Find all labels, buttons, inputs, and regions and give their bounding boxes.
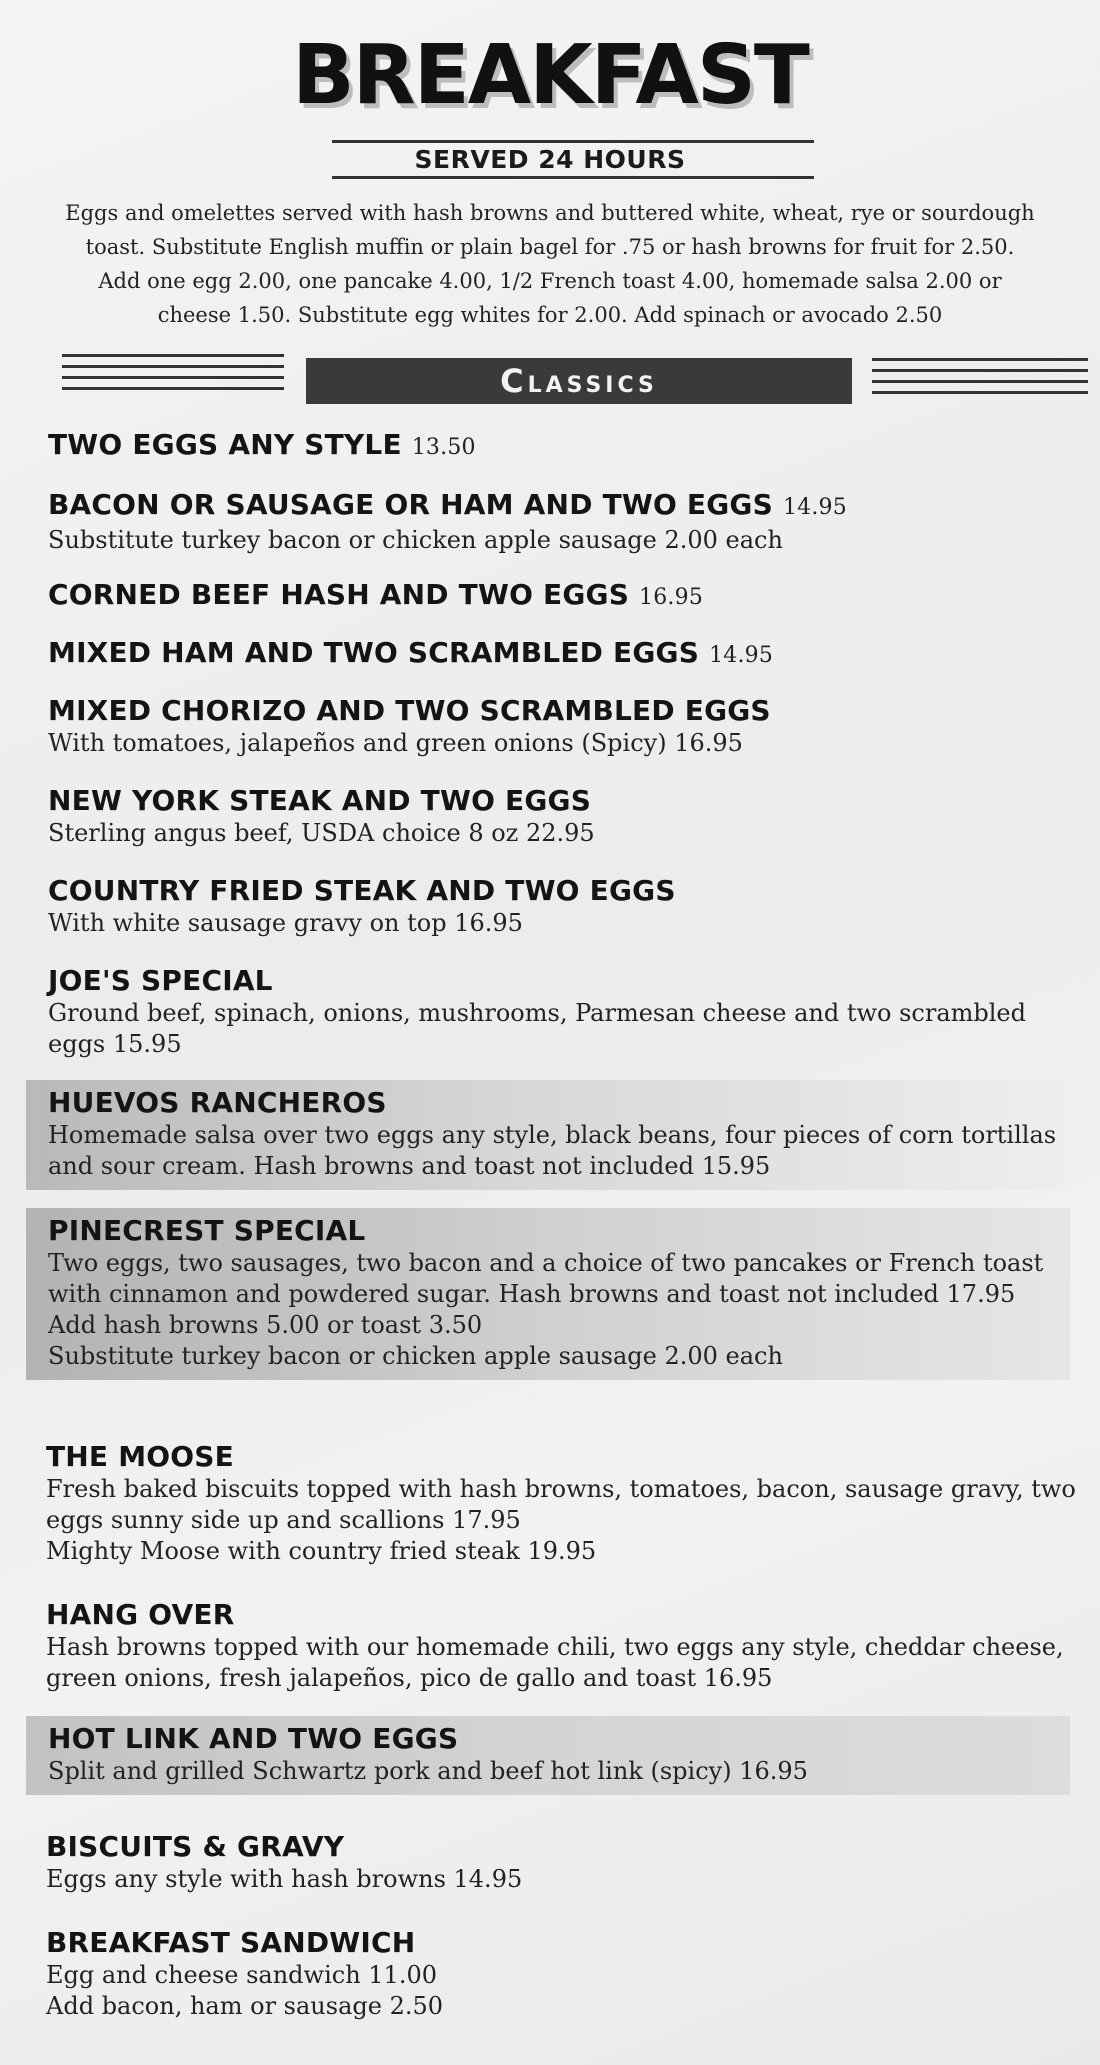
item-name: MIXED HAM AND TWO SCRAMBLED EGGS [48, 636, 700, 669]
item-description: Sterling angus beef, USDA choice 8 oz 22.95 [48, 819, 595, 847]
menu-item-highlighted [26, 1716, 1070, 1795]
menu-item [48, 694, 1070, 759]
item-description: With tomatoes, jalapeños and green onions (Spicy) 16.95 [48, 729, 743, 757]
item-name: MIXED CHORIZO AND TWO SCRAMBLED EGGS [48, 694, 771, 727]
item-name: PINECREST SPECIAL [48, 1214, 366, 1247]
item-name: BREAKFAST SANDWICH [46, 1926, 416, 1959]
item-name: THE MOOSE [46, 1440, 234, 1473]
item-name: BISCUITS & GRAVY [46, 1830, 345, 1863]
menu-item [46, 1440, 1076, 1567]
menu-item [48, 964, 1070, 1060]
item-name: TWO EGGS ANY STYLE [48, 428, 402, 461]
item-addon: Mighty Moose with country fried steak 19.95 [46, 1537, 597, 1565]
item-description: Split and grilled Schwartz pork and beef hot link (spicy) 16.95 [48, 1757, 808, 1785]
menu-item-highlighted [26, 1080, 1070, 1190]
menu-item [48, 636, 1070, 673]
menu-item [48, 488, 1070, 556]
item-name: HANG OVER [46, 1598, 235, 1631]
item-addon: Add bacon, ham or sausage 2.50 [46, 1992, 444, 2020]
menu-item [48, 578, 1070, 615]
section-heading: Classics [306, 358, 852, 404]
item-name: HOT LINK AND TWO EGGS [48, 1722, 459, 1755]
item-name: BACON OR SAUSAGE OR HAM AND TWO EGGS [48, 488, 773, 521]
item-description: Substitute turkey bacon or chicken apple sausage 2.00 each [48, 526, 783, 554]
divider [332, 140, 814, 143]
item-name: COUNTRY FRIED STEAK AND TWO EGGS [48, 874, 676, 907]
item-addon: Substitute turkey bacon or chicken apple sausage 2.00 each [48, 1342, 783, 1370]
menu-item [48, 428, 1070, 465]
menu-item [48, 874, 1070, 939]
item-name: HUEVOS RANCHEROS [48, 1086, 387, 1119]
menu-title: BREAKFAST [292, 28, 808, 123]
decorative-stripes-left [62, 354, 284, 396]
item-description: Two eggs, two sausages, two bacon and a choice of two pancakes or French toast with cinnamon and powdered sugar. Hash browns and toast not included 17.95 [48, 1249, 1044, 1308]
menu-subtitle: SERVED 24 HOURS [414, 145, 686, 174]
intro-text: Eggs and omelettes served with hash browns and buttered white, wheat, rye or sourdough toast. Substitute English muffin or plain bagel for .75 or hash browns for fruit for 2.50. Add one egg 2.00, one pancake 4.00, 1/2 French toast 4.00, homemade salsa 2.00 or cheese 1.50. Substitute egg whites for 2.00. Add spinach or avocado 2.50 [65, 201, 1035, 327]
item-price: 14.95 [709, 643, 774, 668]
item-description: With white sausage gravy on top 16.95 [48, 909, 523, 937]
menu-item [46, 1598, 1070, 1694]
item-description: Hash browns topped with our homemade chili, two eggs any style, cheddar cheese, green onions, fresh jalapeños, pico de gallo and toast 16.95 [46, 1633, 1064, 1692]
item-price: 13.50 [411, 435, 476, 460]
menu-item-highlighted [26, 1208, 1070, 1380]
decorative-stripes-right [872, 358, 1088, 400]
item-addon: Add hash browns 5.00 or toast 3.50 [48, 1311, 483, 1339]
item-description: Homemade salsa over two eggs any style, black beans, four pieces of corn tortillas and sour cream. Hash browns and toast not included 15.95 [48, 1121, 1057, 1180]
item-name: NEW YORK STEAK AND TWO EGGS [48, 784, 592, 817]
item-description: Fresh baked biscuits topped with hash browns, tomatoes, bacon, sausage gravy, two eggs sunny side up and scallions 17.95 [46, 1475, 1076, 1534]
item-price: 14.95 [782, 495, 847, 520]
item-description: Egg and cheese sandwich 11.00 [46, 1961, 437, 1989]
menu-item [46, 1830, 1070, 1895]
item-description: Ground beef, spinach, onions, mushrooms, Parmesan cheese and two scrambled eggs 15.95 [48, 999, 1026, 1058]
item-name: JOE'S SPECIAL [48, 964, 273, 997]
item-name: CORNED BEEF HASH AND TWO EGGS [48, 578, 630, 611]
divider [332, 176, 814, 179]
menu-item [46, 1926, 1070, 2022]
item-description: Eggs any style with hash browns 14.95 [46, 1865, 523, 1893]
menu-item [48, 784, 1070, 849]
item-price: 16.95 [639, 585, 704, 610]
